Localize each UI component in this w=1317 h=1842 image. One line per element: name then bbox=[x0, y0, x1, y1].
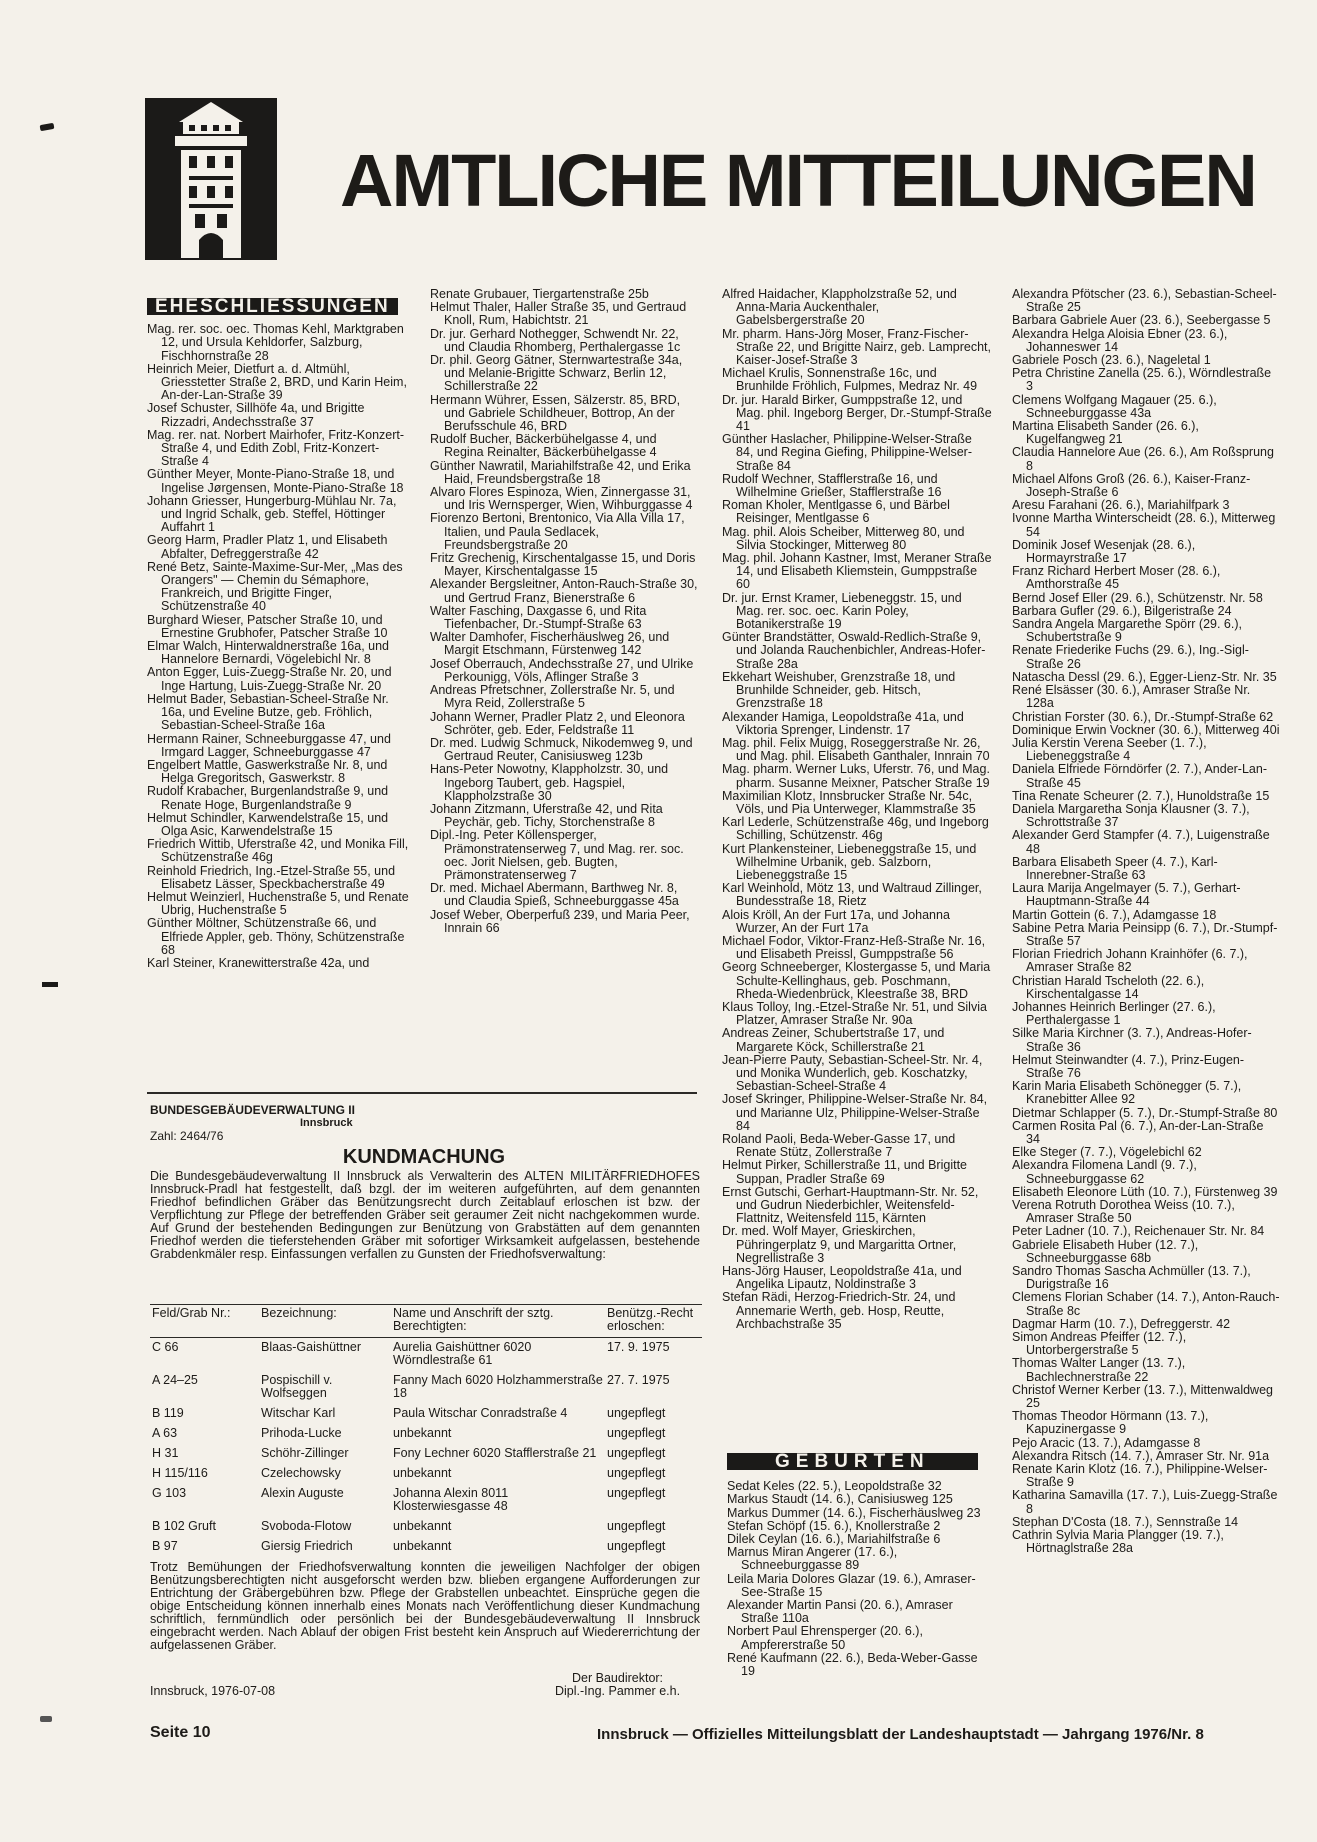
list-item: Dr. med. Ludwig Schmuck, Nikodemweg 9, und Gertraud Reuter, Canisiusweg 123b bbox=[430, 735, 693, 764]
list-item: Klaus Tolloy, Ing.-Etzel-Straße Nr. 51, und Silvia Platzer, Amraser Straße Nr. 90a bbox=[722, 999, 987, 1028]
separator-rule bbox=[147, 1092, 697, 1094]
table-cell: ungepflegt bbox=[607, 1426, 666, 1440]
list-item: Kurt Plankensteiner, Liebeneggstraße 15, und Wilhelmine Urbanik, geb. Salzborn, Liebeneggstraße 15 bbox=[722, 841, 977, 882]
list-item: Dipl.-Ing. Peter Köllensperger, Prämonstratenserweg 7, und Mag. rer. soc. oec. Jorit Nielsen, geb. Bugten, Prämonstratenserweg 7 bbox=[430, 828, 684, 882]
table-row bbox=[150, 1537, 702, 1557]
list-item: Helmut Thaler, Haller Straße 35, und Gertraud Knoll, Rum, Habichtstr. 21 bbox=[430, 300, 687, 328]
list-item: Petra Christine Zanella (25. 6.), Wörndlestraße 3 bbox=[1012, 366, 1272, 394]
list-item: Daniela Margaretha Sonja Klausner (3. 7.), Schrottstraße 37 bbox=[1012, 801, 1250, 830]
table-cell: Prihoda-Lucke bbox=[261, 1426, 342, 1440]
list-item: Mag. phil. Johann Kastner, Imst, Meraner Straße 14, und Elisabeth Kliemstein, Gumppstraße 60 bbox=[722, 551, 992, 592]
marriages-column-1 bbox=[147, 296, 411, 970]
list-item: Cathrin Sylvia Maria Plangger (19. 7.), Hörtnaglstraße 28a bbox=[1012, 1528, 1224, 1556]
list-item: Reinhold Friedrich, Ing.-Etzel-Straße 55, und Elisabetz Lässer, Speckbacherstraße 49 bbox=[147, 863, 396, 891]
list-item: Markus Staudt (14. 6.), Canisiusweg 125 bbox=[727, 1492, 953, 1507]
list-item: Barbara Gufler (29. 6.), Bilgeristraße 24 bbox=[1012, 603, 1232, 618]
list-item: Aresu Farahani (26. 6.), Mariahilfpark 3 bbox=[1012, 498, 1230, 513]
list-item: Walter Fasching, Daxgasse 6, und Rita Tiefenbacher, Dr.-Stumpf-Straße 63 bbox=[430, 603, 647, 632]
list-item: Dr. med. Michael Abermann, Barthweg Nr. 8, und Claudia Spieß, Schneeburggasse 45a bbox=[430, 881, 679, 909]
list-item: Fiorenzo Bertoni, Brentonico, Via Alla Villa 17, Italien, und Paula Sedlacek, Freundsbergstraße 20 bbox=[430, 511, 685, 552]
list-item: Engelbert Mattle, Gaswerkstraße Nr. 8, und Helga Gregoritsch, Gaswerkstr. 8 bbox=[147, 757, 388, 786]
list-item: Anton Egger, Luis-Zuegg-Straße Nr. 20, und Inge Hartung, Luis-Zuegg-Straße Nr. 20 bbox=[147, 665, 392, 693]
list-item: Christof Werner Kerber (13. 7.), Mittenwaldweg 25 bbox=[1012, 1382, 1273, 1411]
list-item: Roland Paoli, Beda-Weber-Gasse 17, und Renate Stütz, Zollerstraße 7 bbox=[722, 1132, 956, 1160]
table-cell: ungepflegt bbox=[607, 1539, 666, 1553]
table-row bbox=[150, 1424, 702, 1444]
list-item: Sandra Angela Margarethe Spörr (29. 6.), Schubertstraße 9 bbox=[1012, 617, 1242, 645]
marriage-list bbox=[147, 323, 411, 970]
birth-list bbox=[1012, 288, 1280, 1556]
signer-name: Dipl.-Ing. Pammer e.h. bbox=[555, 1684, 681, 1698]
list-item: Johann Zitzmann, Uferstraße 42, und Rita Peychär, geb. Tichy, Storchenstraße 8 bbox=[430, 801, 663, 830]
list-item: Josef Oberrauch, Andechsstraße 27, und Ulrike Perkounigg, Völs, Aflinger Straße 3 bbox=[430, 656, 694, 684]
notice-intro: Die Bundesgebäudeverwaltung II Innsbruck als Verwalterin des ALTEN MILITÄRFRIEDHOFES Innsbruck-Pradl hat festgestellt, daß bzgl. der im weiteren aufgeführten, auf dem genannten Friedhof befindlichen Gräber das Benützungsrecht durch Zeitablauf erloschen ist bzw. der Verpflichtung zur Pflege der betreffenden Gräber seit geraumer Zeit nicht nachgekommen wurde. Auf Grund der bestehenden Bedingungen zur Benützung von Grabstätten auf dem genannten Friedhof werden die tieferstehenden Gräber mit sofortiger Wirksamkeit aufgelassen, bestehende Grabdenkmäler resp. Einfassungen verfallen zu Gunsten der Friedhofsverwaltung: bbox=[150, 1169, 700, 1261]
list-item: Helmut Bader, Sebastian-Scheel-Straße Nr. 16a, und Eveline Butze, geb. Fröhlich, Sebastian-Scheel-Straße 16a bbox=[147, 691, 389, 733]
table-row bbox=[150, 1371, 702, 1404]
list-item: Mag. rer. nat. Norbert Mairhofer, Fritz-Konzert-Straße 4, und Edith Zobl, Fritz-Konzert-Straße 4 bbox=[147, 427, 405, 469]
list-item: Rudolf Bucher, Bäckerbühelgasse 4, und Regina Reinalter, Bäckerbühelgasse 4 bbox=[430, 432, 657, 460]
list-item: Karl Weinhold, Mötz 13, und Waltraud Zillinger, Bundesstraße 18, Rietz bbox=[722, 881, 982, 909]
table-cell: ungepflegt bbox=[607, 1406, 666, 1420]
list-item: Renate Grubauer, Tiergartenstraße 25b bbox=[430, 287, 649, 301]
table-cell: B 119 bbox=[152, 1406, 184, 1420]
graves-table bbox=[150, 1304, 702, 1557]
list-item: Johann Griesser, Hungerburg-Mühlau Nr. 7a, und Ingrid Schalk, geb. Steffel, Höttinger Auffahrt 1 bbox=[147, 493, 397, 535]
table-cell: 27. 7. 1975 bbox=[607, 1373, 670, 1387]
list-item: René Kaufmann (22. 6.), Beda-Weber-Gasse 19 bbox=[727, 1650, 978, 1679]
list-item: Günther Haslacher, Philippine-Welser-Straße 84, und Regina Giefing, Philippine-Welser-Straße 84 bbox=[722, 432, 973, 473]
list-item: Michael Krulis, Sonnenstraße 16c, und Brunhilde Fröhlich, Fulpmes, Medraz Nr. 49 bbox=[722, 366, 978, 394]
list-item: Daniela Elfriede Förndörfer (2. 7.), Ander-Lan-Straße 45 bbox=[1012, 762, 1267, 790]
list-item: Andreas Zeiner, Schubertstraße 17, und Margarete Köck, Schillerstraße 21 bbox=[722, 1026, 945, 1054]
list-item: Barbara Elisabeth Speer (4. 7.), Karl-Innerebner-Straße 63 bbox=[1012, 854, 1218, 882]
table-cell: Aurelia Gaishüttner 6020 Wörndlestraße 61 bbox=[393, 1340, 532, 1367]
section-heading-births: GEBURTEN bbox=[727, 1453, 978, 1470]
list-item: Natascha Dessl (29. 6.), Egger-Lienz-Str. Nr. 35 bbox=[1012, 669, 1277, 684]
list-item: Elke Steger (7. 7.), Vögelebichl 62 bbox=[1012, 1145, 1202, 1160]
list-item: Dr. med. Wolf Mayer, Grieskirchen, Pühringerplatz 9, und Margaritta Ortner, Negrellistraße 3 bbox=[722, 1224, 957, 1265]
masthead-title: AMTLICHE MITTEILUNGEN bbox=[340, 139, 1256, 222]
list-item: Julia Kerstin Verena Seeber (1. 7.), Liebeneggstraße 4 bbox=[1012, 735, 1207, 764]
list-item: Gabriele Elisabeth Huber (12. 7.), Schneeburggasse 68b bbox=[1012, 1237, 1199, 1265]
list-item: Markus Dummer (14. 6.), Fischerhäuslweg 23 bbox=[727, 1505, 981, 1520]
list-item: Peter Ladner (10. 7.), Reichenauer Str. Nr. 84 bbox=[1012, 1224, 1265, 1239]
notice-office: BUNDESGEBÄUDEVERWALTUNG II bbox=[150, 1103, 355, 1117]
list-item: Christian Harald Tscheloth (22. 6.), Kirschentalgasse 14 bbox=[1012, 973, 1205, 1001]
list-item: Clemens Wolfgang Magauer (25. 6.), Schneeburggasse 43a bbox=[1012, 392, 1217, 420]
table-header-row bbox=[150, 1305, 702, 1338]
table-cell: ungepflegt bbox=[607, 1519, 666, 1533]
table-cell: Alexin Auguste bbox=[261, 1486, 344, 1500]
list-item: Burghard Wieser, Patscher Straße 10, und Ernestine Grubhofer, Patscher Straße 10 bbox=[147, 612, 388, 640]
list-item: Thomas Walter Langer (13. 7.), Bachlechnerstraße 22 bbox=[1012, 1356, 1186, 1384]
list-item: Simon Andreas Pfeiffer (12. 7.), Untorbergerstraße 5 bbox=[1012, 1330, 1187, 1358]
city-tower-logo bbox=[145, 98, 277, 260]
table-cell: Svoboda-Flotow bbox=[261, 1519, 352, 1533]
list-item: Sabine Petra Maria Peinsipp (6. 7.), Dr.-Stumpf-Straße 57 bbox=[1012, 920, 1278, 948]
list-item: Rudolf Wechner, Stafflerstraße 16, und Wilhelmine Grießer, Stafflerstraße 16 bbox=[722, 471, 942, 500]
list-item: Gabriele Posch (23. 6.), Nageletal 1 bbox=[1012, 353, 1211, 368]
list-item: Hermann Wührer, Essen, Sälzerstr. 85, BRD, und Gabriele Schildheuer, Bottrop, An der Berufsschule 46, BRD bbox=[430, 392, 681, 434]
table-row bbox=[150, 1464, 702, 1484]
notice-title: KUNDMACHUNG bbox=[342, 1146, 506, 1168]
list-item: Josef Weber, Oberperfuß 239, und Maria Peer, Innrain 66 bbox=[430, 907, 690, 935]
page-number: Seite 10 bbox=[150, 1724, 211, 1741]
list-item: Ivonne Martha Winterscheidt (28. 6.), Mitterweg 54 bbox=[1012, 511, 1276, 539]
list-item: Stephan D'Costa (18. 7.), Sennstraße 14 bbox=[1012, 1514, 1239, 1529]
table-cell: G 103 bbox=[152, 1486, 187, 1500]
list-item: Thomas Theodor Hörmann (13. 7.), Kapuzinergasse 9 bbox=[1012, 1409, 1209, 1437]
list-item: Karin Maria Elisabeth Schönegger (5. 7.), Kranebitter Allee 92 bbox=[1012, 1079, 1242, 1107]
table-cell: H 31 bbox=[152, 1446, 179, 1460]
table-cell: 17. 9. 1975 bbox=[607, 1340, 670, 1354]
list-item: René Elsässer (30. 6.), Amraser Straße Nr. 128a bbox=[1012, 683, 1251, 711]
list-item: Pejo Aracic (13. 7.), Adamgasse 8 bbox=[1012, 1435, 1201, 1450]
marriages-column-2 bbox=[430, 288, 698, 935]
table-cell: ungepflegt bbox=[607, 1466, 666, 1480]
table-cell: unbekannt bbox=[393, 1426, 452, 1440]
table-header: Feld/Grab Nr.: bbox=[150, 1305, 259, 1338]
table-cell: unbekannt bbox=[393, 1466, 452, 1480]
table-cell: A 63 bbox=[152, 1426, 178, 1440]
list-item: Dr. jur. Ernst Kramer, Liebeneggstr. 15, und Mag. rer. soc. oec. Karin Poley, Botanikerstraße 19 bbox=[722, 590, 962, 632]
list-item: Alois Kröll, An der Furt 17a, und Johanna Wurzer, An der Furt 17a bbox=[722, 907, 950, 935]
list-item: Helmut Schindler, Karwendelstraße 15, und Olga Asic, Karwendelstraße 15 bbox=[147, 810, 389, 838]
list-item: Günter Brandstätter, Oswald-Redlich-Straße 9, und Jolanda Rauchenbichler, Andreas-Hofer-Straße 28a bbox=[722, 630, 986, 671]
list-item: Alexandra Filomena Landl (9. 7.), Schneeburggasse 62 bbox=[1012, 1158, 1197, 1186]
list-item: Renate Friederike Fuchs (29. 6.), Ing.-Sigl-Straße 26 bbox=[1012, 643, 1249, 671]
table-cell: unbekannt bbox=[393, 1519, 452, 1533]
table-cell: B 102 Gruft bbox=[152, 1519, 216, 1533]
table-cell: H 115/116 bbox=[152, 1466, 208, 1480]
table-cell: Schöhr-Zillinger bbox=[261, 1446, 349, 1460]
list-item: Heinrich Meier, Dietfurt a. d. Altmühl, Griesstetter Straße 2, BRD, und Karin Heim, An-der-Lan-Straße 39 bbox=[147, 361, 407, 403]
list-item: Jean-Pierre Pauty, Sebastian-Scheel-Str. Nr. 4, und Monika Wunderlich, geb. Koschatzky, Sebastian-Scheel-Straße 4 bbox=[722, 1052, 983, 1094]
births-section bbox=[727, 1453, 992, 1678]
list-item: Dr. jur. Gerhard Nothegger, Schwendt Nr. 22, und Claudia Rhomberg, Perthalergasse 1c bbox=[430, 326, 681, 354]
list-item: Dr. jur. Harald Birker, Gumppstraße 12, und Mag. phil. Ingeborg Berger, Dr.-Stumpf-Straße 41 bbox=[722, 392, 992, 434]
births-column bbox=[1012, 288, 1280, 1556]
list-item: Alvaro Flores Espinoza, Wien, Zinnergasse 31, und Iris Wernsperger, Wien, Wihburggasse 4 bbox=[430, 485, 693, 513]
list-item: Alexandra Ritsch (14. 7.), Amraser Str. Nr. 91a bbox=[1012, 1448, 1270, 1463]
margin-mark bbox=[40, 123, 55, 131]
table-row bbox=[150, 1444, 702, 1464]
table-row bbox=[150, 1404, 702, 1424]
table-cell: C 66 bbox=[152, 1340, 179, 1354]
list-item: Franz Richard Herbert Moser (28. 6.), Amthorstraße 45 bbox=[1012, 564, 1221, 592]
list-item: Rudolf Krabacher, Burgenlandstraße 9, und Renate Hoge, Burgenlandstraße 9 bbox=[147, 784, 389, 812]
list-item: Verena Rotruth Dorothea Weiss (10. 7.), Amraser Straße 50 bbox=[1012, 1198, 1235, 1226]
list-item: Günther Möltner, Schützenstraße 66, und Elfriede Appler, geb. Thöny, Schützenstraße 68 bbox=[147, 916, 405, 957]
list-item: Norbert Paul Ehrensperger (20. 6.), Ampfererstraße 50 bbox=[727, 1624, 923, 1652]
margin-mark bbox=[40, 1716, 52, 1722]
list-item: Hans-Peter Nowotny, Klappholzstr. 30, und Ingeborg Taubert, geb. Hagspiel, Klappholzstraße 30 bbox=[430, 762, 669, 803]
list-item: Ernst Gutschi, Gerhart-Hauptmann-Str. Nr. 52, und Gudrun Niederbichler, Weitensfeld-Flattnitz, Weitensfeld 115, Kärnten bbox=[722, 1184, 979, 1226]
list-item: Dagmar Harm (10. 7.), Defreggerstr. 42 bbox=[1012, 1316, 1231, 1331]
list-item: Dominique Erwin Vockner (30. 6.), Mitterweg 40i bbox=[1012, 722, 1280, 737]
list-item: Karl Lederle, Schützenstraße 46g, und Ingeborg Schilling, Schützenstr. 46g bbox=[722, 815, 989, 843]
list-item: Andreas Pfretschner, Zollerstraße Nr. 5, und Myra Reid, Zollerstraße 5 bbox=[430, 683, 675, 711]
table-cell: Fony Lechner 6020 Stafflerstraße 21 bbox=[393, 1446, 597, 1460]
list-item: Elmar Walch, Hinterwaldnerstraße 16a, und Hannelore Bernardi, Vögelebichl Nr. 8 bbox=[147, 639, 389, 667]
list-item: Helmut Pirker, Schillerstraße 11, und Brigitte Suppan, Pradler Straße 69 bbox=[722, 1158, 968, 1186]
list-item: Renate Karin Klotz (16. 7.), Philippine-Welser-Straße 9 bbox=[1012, 1462, 1268, 1490]
table-cell: unbekannt bbox=[393, 1539, 452, 1553]
table-cell: Witschar Karl bbox=[261, 1406, 336, 1420]
list-item: Helmut Weinzierl, Huchenstraße 5, und Renate Ubrig, Huchenstraße 5 bbox=[147, 889, 409, 918]
list-item: Michael Alfons Groß (26. 6.), Kaiser-Franz-Joseph-Straße 6 bbox=[1012, 471, 1251, 500]
list-item: Stefan Rädi, Herzog-Friedrich-Str. 24, und Annemarie Werth, geb. Hosp, Reutte, Archbachstraße 35 bbox=[722, 1290, 956, 1331]
list-item: Marnus Miran Angerer (17. 6.), Schneeburggasse 89 bbox=[727, 1545, 898, 1573]
table-header: Bezeichnung: bbox=[259, 1305, 391, 1338]
list-item: Martina Elisabeth Sander (26. 6.), Kugelfangweg 21 bbox=[1012, 419, 1199, 447]
list-item: Sandro Thomas Sascha Achmüller (13. 7.), Durigstraße 16 bbox=[1012, 1264, 1251, 1292]
list-item: Hans-Jörg Hauser, Leopoldstraße 41a, und Angelika Lipautz, Noldinstraße 3 bbox=[722, 1264, 962, 1292]
table-header: Name und Anschrift der sztg. Berechtigten: bbox=[391, 1305, 605, 1338]
list-item: Christian Forster (30. 6.), Dr.-Stumpf-Straße 62 bbox=[1012, 709, 1274, 724]
list-item: Josef Schuster, Sillhöfe 4a, und Brigitte Rizzadri, Andechsstraße 37 bbox=[147, 401, 365, 429]
list-item: Clemens Florian Schaber (14. 7.), Anton-Rauch-Straße 8c bbox=[1012, 1290, 1280, 1318]
list-item: Helmut Steinwandter (4. 7.), Prinz-Eugen-Straße 76 bbox=[1012, 1052, 1245, 1080]
list-item: Stefan Schöpf (15. 6.), Knollerstraße 2 bbox=[727, 1518, 941, 1533]
birth-list bbox=[727, 1480, 992, 1678]
list-item: Florian Friedrich Johann Krainhöfer (6. 7.), Amraser Straße 82 bbox=[1012, 947, 1248, 975]
marriage-list bbox=[722, 288, 992, 1331]
marriage-list bbox=[430, 288, 698, 935]
list-item: Tina Renate Scheurer (2. 7.), Hunoldstraße 15 bbox=[1012, 788, 1270, 803]
list-item: Johannes Heinrich Berlinger (27. 6.), Perthalergasse 1 bbox=[1012, 999, 1216, 1028]
table-cell: ungepflegt bbox=[607, 1486, 666, 1500]
table-cell: Czelechowsky bbox=[261, 1466, 341, 1480]
table-header: Benützg.-Recht erloschen: bbox=[605, 1305, 702, 1338]
list-item: Mr. pharm. Hans-Jörg Moser, Franz-Fischer-Straße 22, und Brigitte Nairz, geb. Lamprecht, Kaiser-Josef-Straße 3 bbox=[722, 326, 991, 368]
list-item: Barbara Gabriele Auer (23. 6.), Seebergasse 5 bbox=[1012, 313, 1271, 328]
list-item: Maximilian Klotz, Innsbrucker Straße Nr. 54c, Völs, und Pia Unterweger, Klammstraße 35 bbox=[722, 788, 976, 816]
list-item: Alexandra Pfötscher (23. 6.), Sebastian-Scheel-Straße 25 bbox=[1012, 287, 1277, 315]
list-item: Alexander Gerd Stampfer (4. 7.), Luigenstraße 48 bbox=[1012, 828, 1270, 856]
list-item: Georg Schneeberger, Klostergasse 5, und Maria Schulte-Kellinghaus, geb. Poschmann, Rheda-Wiedenbrück, Kleestraße 38, BRD bbox=[722, 960, 991, 1001]
list-item: Mag. pharm. Werner Luks, Uferstr. 76, und Mag. pharm. Susanne Meixner, Patscher Straße 19 bbox=[722, 762, 990, 790]
list-item: Ekkehart Weishuber, Grenzstraße 18, und Brunhilde Schneider, geb. Hitsch, Grenzstraße 18 bbox=[722, 669, 956, 711]
list-item: Katharina Samavilla (17. 7.), Luis-Zuegg-Straße 8 bbox=[1012, 1488, 1278, 1516]
list-item: Alexander Hamiga, Leopoldstraße 41a, und Viktoria Sprenger, Lindenstr. 17 bbox=[722, 709, 964, 737]
signer-title: Der Baudirektor: bbox=[572, 1671, 664, 1685]
list-item: Friedrich Wittib, Uferstraße 42, und Monika Fill, Schützenstraße 46g bbox=[147, 837, 409, 865]
list-item: Bernd Josef Eller (29. 6.), Schützenstr. Nr. 58 bbox=[1012, 590, 1263, 605]
list-item: Dietmar Schlapper (5. 7.), Dr.-Stumpf-Straße 80 bbox=[1012, 1105, 1278, 1120]
table-cell: Paula Witschar Conradstraße 4 bbox=[393, 1406, 568, 1420]
table-cell: Giersig Friedrich bbox=[261, 1539, 353, 1553]
marriages-column-3 bbox=[722, 288, 992, 1331]
publication-line: Innsbruck — Offizielles Mitteilungsblatt der Landeshauptstadt — Jahrgang 1976/Nr. 8 bbox=[597, 1726, 1204, 1743]
table-cell: Pospischill v. Wolfseggen bbox=[261, 1373, 333, 1400]
list-item: Dr. phil. Georg Gätner, Sternwartestraße 34a, und Melanie-Brigitte Schwarz, Berlin 12, Schillerstraße 22 bbox=[430, 353, 683, 394]
table-cell: ungepflegt bbox=[607, 1446, 666, 1460]
table-cell: Fanny Mach 6020 Holzhammerstraße 18 bbox=[393, 1373, 603, 1400]
list-item: Leila Maria Dolores Glazar (19. 6.), Amraser-See-Straße 15 bbox=[727, 1571, 976, 1599]
list-item: Michael Fodor, Viktor-Franz-Heß-Straße Nr. 16, und Elisabeth Preissl, Gumppstraße 56 bbox=[722, 933, 986, 962]
list-item: Silke Maria Kirchner (3. 7.), Andreas-Hofer-Straße 36 bbox=[1012, 1026, 1252, 1054]
notice-header bbox=[150, 1104, 698, 1143]
list-item: Martin Gottein (6. 7.), Adamgasse 18 bbox=[1012, 907, 1217, 922]
list-item: Günther Meyer, Monte-Piano-Straße 18, und Ingelise Jørgensen, Monte-Piano-Straße 18 bbox=[147, 467, 404, 495]
list-item: Alfred Haidacher, Klappholzstraße 52, und Anna-Maria Auckenthaler, Gabelsbergerstraße 20 bbox=[722, 287, 957, 328]
notice-number: Zahl: 2464/76 bbox=[150, 1129, 224, 1143]
list-item: Claudia Hannelore Aue (26. 6.), Am Roßsprung 8 bbox=[1012, 445, 1274, 473]
list-item: Fritz Grechenig, Kirschentalgasse 15, und Doris Mayer, Kirschentalgasse 15 bbox=[430, 551, 696, 579]
list-item: Dilek Ceylan (16. 6.), Mariahilfstraße 6 bbox=[727, 1532, 941, 1547]
list-item: Georg Harm, Pradler Platz 1, und Elisabeth Abfalter, Defreggerstraße 42 bbox=[147, 533, 388, 561]
margin-mark bbox=[42, 982, 58, 987]
notice-city: Innsbruck bbox=[300, 1117, 353, 1129]
table-cell: Johanna Alexin 8011 Klosterwiesgasse 48 bbox=[393, 1486, 509, 1513]
list-item: Mag. phil. Felix Muigg, Roseggerstraße Nr. 26, und Mag. phil. Elisabeth Ganthaler, Innrain 70 bbox=[722, 735, 990, 764]
list-item: Sedat Keles (22. 5.), Leopoldstraße 32 bbox=[727, 1479, 942, 1494]
table-cell: A 24–25 bbox=[152, 1373, 198, 1387]
list-item: Karl Steiner, Kranewitterstraße 42a, und bbox=[147, 955, 370, 970]
notice-closing: Trotz Bemühungen der Friedhofsverwaltung konnten die jeweiligen Nachfolger der obigen Benützungsberechtigten nicht ausgeforscht werden bzw. blieben ergangene Aufforderungen zur Entrichtung der Gräbergebühren bzw. Pflege der Grabstellen unbeachtet. Einsprüche gegen die obige Entscheidung können innerhalb eines Monats nach Veröffentlichung dieser Kundmachung schriftlich, fernmündlich oder persönlich bei der Bundesgebäudeverwaltung II Innsbruck eingebracht werden. Nach Ablauf der obigen Frist besteht kein Anspruch auf Wiedererrichtung der aufgelassenen Gräber. bbox=[150, 1560, 700, 1652]
table-row bbox=[150, 1517, 702, 1537]
list-item: Mag. phil. Alois Scheiber, Mitterweg 80, und Silvia Stockinger, Mitterweg 80 bbox=[722, 524, 965, 552]
table-cell: Blaas-Gaishüttner bbox=[261, 1340, 362, 1354]
table-row bbox=[150, 1338, 702, 1372]
list-item: Elisabeth Eleonore Lüth (10. 7.), Fürstenweg 39 bbox=[1012, 1184, 1278, 1199]
list-item: Alexander Bergsleitner, Anton-Rauch-Straße 30, und Gertrud Franz, Bienerstraße 6 bbox=[430, 577, 698, 605]
list-item: Alexandra Helga Aloisia Ebner (23. 6.), Johanneswег 14 bbox=[1012, 326, 1228, 354]
list-item: Dominik Josef Wesenjak (28. 6.), Hormayrstraße 17 bbox=[1012, 537, 1196, 566]
list-item: Johann Werner, Pradler Platz 2, und Eleonora Schröter, geb. Eder, Feldstraße 11 bbox=[430, 709, 685, 737]
section-heading-marriages: EHESCHLIESSUNGEN bbox=[147, 298, 398, 315]
list-item: Walter Damhofer, Fischerhäuslweg 26, und Margit Etschmann, Fürstenweg 142 bbox=[430, 630, 670, 658]
place-date: Innsbruck, 1976-07-08 bbox=[150, 1684, 276, 1698]
list-item: René Betz, Sainte-Maxime-Sur-Mer, „Mas des Orangers" — Chemin du Sémaphore, Frankreich, und Brigitte Finger, Schützenstraße 40 bbox=[147, 559, 403, 614]
list-item: Josef Skringer, Philippine-Welser-Straße Nr. 84, und Marianne Ulz, Philippine-Welser-Straße 84 bbox=[722, 1092, 988, 1133]
list-item: Hermann Rainer, Schneeburggasse 47, und Irmgard Lagger, Schneeburggasse 47 bbox=[147, 731, 391, 759]
list-item: Carmen Rosita Pal (6. 7.), An-der-Lan-Straße 34 bbox=[1012, 1118, 1264, 1146]
table-row bbox=[150, 1484, 702, 1517]
list-item: Günther Nawratil, Mariahilfstraße 42, und Erika Haid, Freundsbergstraße 18 bbox=[430, 458, 691, 486]
list-item: Mag. rer. soc. oec. Thomas Kehl, Marktgraben 12, und Ursula Kehldorfer, Salzburg, Fischhornstraße 28 bbox=[147, 322, 404, 363]
list-item: Roman Kholer, Mentlgasse 6, und Bärbel Reisinger, Mentlgasse 6 bbox=[722, 498, 950, 526]
signature-block bbox=[555, 1672, 680, 1698]
list-item: Alexander Martin Pansi (20. 6.), Amraser Straße 110a bbox=[727, 1598, 953, 1626]
table-cell: B 97 bbox=[152, 1539, 178, 1553]
list-item: Laura Marija Angelmayer (5. 7.), Gerhart-Hauptmann-Straße 44 bbox=[1012, 881, 1241, 909]
